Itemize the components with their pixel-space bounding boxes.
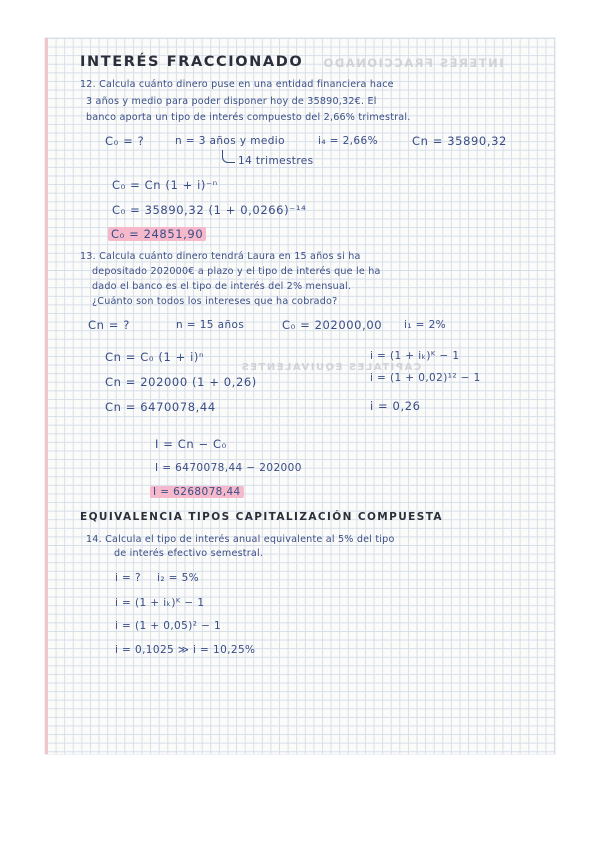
p13-given-i: i₁ = 2% (404, 319, 447, 331)
p14-statement-line: 14. Calcula el tipo de interés anual equivalente al 5% del tipo (86, 534, 395, 545)
p13-left-step: Cn = C₀ (1 + i)ⁿ (105, 350, 205, 364)
p14-given-i2: i₂ = 5% (157, 572, 200, 584)
bleed-through-title: INTERÉS FRACCIONADO (322, 56, 504, 70)
p12-annotation-arrow (222, 150, 235, 163)
p12-given-i: i₄ = 2,66% (318, 135, 378, 147)
p13-interest-step: I = 6470078,44 − 202000 (155, 462, 302, 474)
p12-given-c0: C₀ = ? (105, 134, 145, 148)
p13-interest-step: I = Cn − C₀ (155, 437, 227, 451)
p12-result: C₀ = 24851,90 (108, 227, 206, 241)
p12-given-cn: Cn = 35890,32 (412, 134, 507, 148)
p12-statement-line: 3 años y medio para poder disponer hoy de 35890,32€. El (86, 96, 377, 107)
page-title: INTERÉS FRACCIONADO (80, 54, 304, 70)
p12-statement-line: 12. Calcula cuánto dinero puse en una entidad financiera hace (80, 79, 394, 90)
p13-right-step: i = (1 + iₖ)ᴷ − 1 (370, 350, 460, 362)
p13-right-step: i = (1 + 0,02)¹² − 1 (370, 372, 481, 384)
p12-note: 14 trimestres (238, 155, 314, 167)
p13-given-n: n = 15 años (176, 319, 245, 331)
p14-statement-line: de interés efectivo semestral. (114, 548, 264, 559)
p13-given-c0: C₀ = 202000,00 (282, 318, 383, 332)
p12-statement-line: banco aporta un tipo de interés compuesto del 2,66% trimestral. (86, 112, 411, 123)
p14-step: i = (1 + iₖ)ᴷ − 1 (115, 597, 205, 609)
p14-step: i = 0,1025 ≫ i = 10,25% (115, 644, 256, 656)
p13-statement-line: 13. Calcula cuánto dinero tendrá Laura en 15 años si ha (80, 251, 361, 262)
p13-left-step: Cn = 202000 (1 + 0,26) (105, 375, 257, 389)
p14-step: i = (1 + 0,05)² − 1 (115, 620, 222, 632)
bleed-through-text: CAPITALES EQUIVALENTES (240, 362, 422, 373)
p12-given-n: n = 3 años y medio (175, 135, 285, 147)
p13-given-cn: Cn = ? (88, 318, 130, 332)
section-heading: EQUIVALENCIA TIPOS CAPITALIZACIÓN COMPUESTA (80, 511, 443, 523)
p13-statement-line: ¿Cuánto son todos los intereses que ha cobrado? (92, 296, 338, 307)
p14-given-i: i = ? (115, 572, 141, 584)
p13-statement-line: depositado 202000€ a plazo y el tipo de interés que le ha (92, 266, 381, 277)
p13-left-step: Cn = 6470078,44 (105, 400, 216, 414)
p12-step: C₀ = Cn (1 + i)⁻ⁿ (112, 178, 218, 192)
p13-result: I = 6268078,44 (150, 486, 244, 498)
page-margin-line (45, 38, 48, 754)
p12-step: C₀ = 35890,32 (1 + 0,0266)⁻¹⁴ (112, 203, 307, 217)
p13-right-step: i = 0,26 (370, 399, 421, 413)
p13-statement-line: dado el banco es el tipo de interés del 2% mensual. (92, 281, 352, 292)
